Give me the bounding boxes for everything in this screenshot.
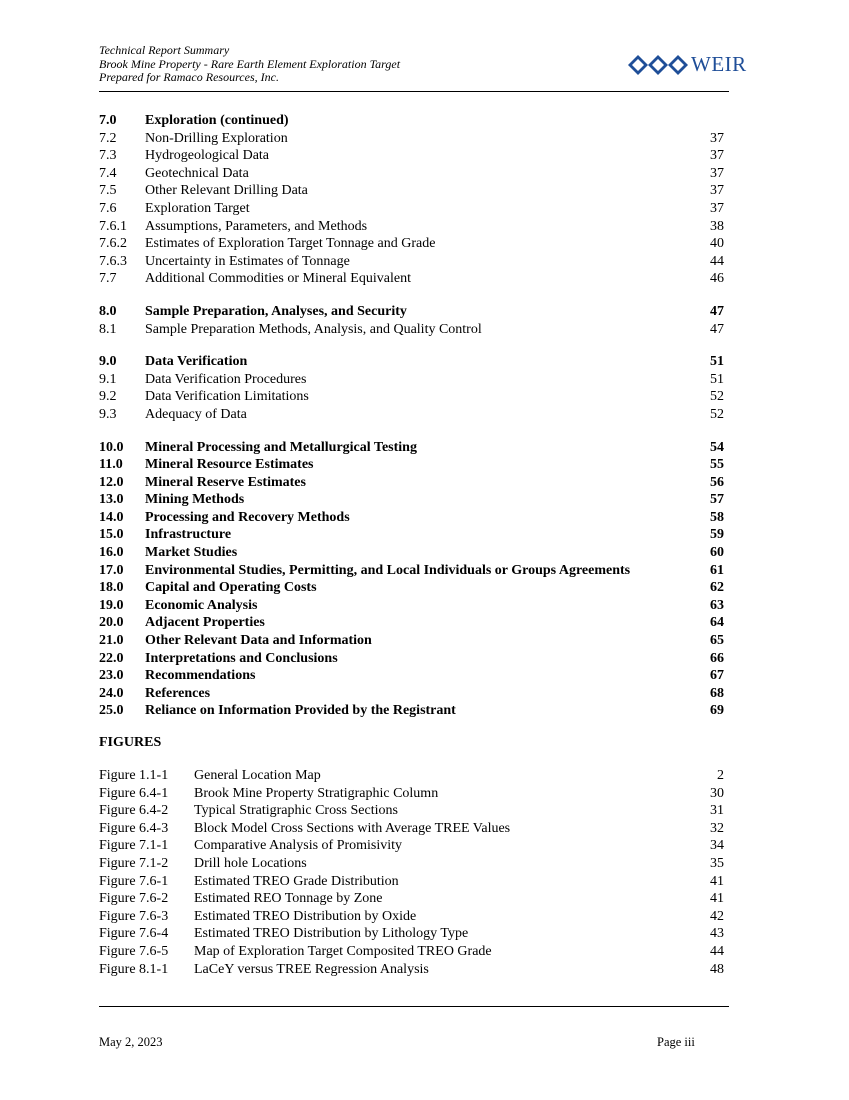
figure-entry-title: General Location Map <box>194 768 321 783</box>
figure-entry-page: 2 <box>717 768 724 783</box>
toc-entry-title: Sample Preparation, Analyses, and Security <box>145 303 407 319</box>
toc-entry-number: 21.0 <box>99 633 124 649</box>
toc-entry-number: 9.3 <box>99 406 117 422</box>
figure-entry-page: 31 <box>710 803 724 819</box>
figure-entry <box>99 873 724 891</box>
toc-entry-number: 12.0 <box>99 474 124 490</box>
figure-entry <box>99 802 724 820</box>
toc-entry-page: 37 <box>710 200 724 216</box>
toc-entry-number: 13.0 <box>99 492 124 508</box>
logo-wordmark: WEIR <box>691 52 747 76</box>
toc-entry-number: 9.2 <box>99 389 117 405</box>
figure-entry <box>99 908 724 926</box>
toc-entry-number: 8.1 <box>99 321 117 337</box>
toc-entry-title: Recommendations <box>145 668 256 684</box>
figure-entry-title: Block Model Cross Sections with Average TREE Values <box>194 820 511 836</box>
figure-entry <box>99 925 724 943</box>
toc-entry-title: References <box>145 685 211 701</box>
footer-page-number: Page iii <box>657 1035 695 1049</box>
figure-entry <box>99 785 724 803</box>
toc-entry <box>99 165 724 183</box>
toc-entry-page: 59 <box>710 527 724 543</box>
toc-entry <box>99 200 724 218</box>
toc-entry <box>99 474 724 492</box>
figure-entry <box>99 820 724 838</box>
toc-entry-number: 20.0 <box>99 615 124 631</box>
toc-entry-title: Data Verification <box>145 354 248 370</box>
toc-entry-title: Assumptions, Parameters, and Methods <box>145 218 368 234</box>
toc-entry-page: 44 <box>710 253 724 269</box>
toc-entry-page: 58 <box>710 509 724 525</box>
toc-entry <box>99 685 724 703</box>
toc-entry-page: 51 <box>710 354 724 370</box>
toc-entry-number: 15.0 <box>99 527 124 543</box>
toc-entry <box>99 439 724 457</box>
header-prepared-for: Prepared for Ramaco Resources, Inc. <box>99 70 279 84</box>
toc-entry-title: Data Verification Procedures <box>145 371 307 387</box>
toc-entry-title: Estimates of Exploration Target Tonnage and Grade <box>145 236 436 252</box>
toc-entry-title: Market Studies <box>145 545 238 561</box>
toc-entry <box>99 650 724 668</box>
toc-entry-page: 61 <box>710 562 724 578</box>
toc-entry <box>99 526 724 544</box>
header-report-type: Technical Report Summary <box>99 43 230 57</box>
figure-entry-number: Figure 7.6-2 <box>99 891 169 907</box>
figure-entry-title: Brook Mine Property Stratigraphic Column <box>194 785 439 801</box>
toc-entry-number: 25.0 <box>99 703 124 719</box>
toc-entry-number: 7.5 <box>99 183 117 199</box>
header-rule <box>99 91 729 92</box>
toc-entry-number: 8.0 <box>99 303 117 319</box>
toc-entry <box>99 321 724 339</box>
toc-entry-page: 60 <box>710 545 724 561</box>
toc-entry <box>99 130 724 148</box>
toc-entry-title: Mineral Processing and Metallurgical Testing <box>145 439 417 455</box>
figure-entry-number: Figure 7.1-2 <box>99 855 169 871</box>
toc-entry-page: 51 <box>710 371 724 387</box>
toc-entry-page: 57 <box>710 492 724 508</box>
toc-entry-number: 9.0 <box>99 354 117 370</box>
toc-entry-title: Processing and Recovery Methods <box>145 509 350 525</box>
figure-entry-title: Map of Exploration Target Composited TREO Grade <box>194 943 492 959</box>
toc-entry-title: Reliance on Information Provided by the Registrant <box>145 703 456 719</box>
toc-entry-page: 67 <box>710 668 724 684</box>
toc-entry-number: 7.4 <box>99 165 117 181</box>
toc-entry-title: Interpretations and Conclusions <box>145 650 338 666</box>
toc-entry-title: Mineral Reserve Estimates <box>145 474 306 490</box>
figure-entry-title: Comparative Analysis of Promisivity <box>194 838 403 854</box>
toc-entry-page: 52 <box>710 389 724 405</box>
toc-entry <box>99 702 724 720</box>
toc-entry-page: 46 <box>710 271 724 287</box>
toc-entry-page: 69 <box>710 703 724 719</box>
spacer <box>99 424 724 439</box>
figure-entry <box>99 837 724 855</box>
toc-entry <box>99 182 724 200</box>
toc-entry-title: Adjacent Properties <box>145 615 265 631</box>
toc-entry <box>99 544 724 562</box>
toc-entry-page: 37 <box>710 165 724 181</box>
toc-entry <box>99 235 724 253</box>
figure-entry-title: LaCeY versus TREE Regression Analysis <box>194 961 429 977</box>
toc-entry-page: 38 <box>710 218 724 234</box>
toc-entry-page: 54 <box>710 439 724 455</box>
figure-entry-page: 30 <box>710 785 724 801</box>
toc-entry-page: 65 <box>710 633 724 649</box>
toc-entry-page: 52 <box>710 406 724 422</box>
figure-entry-number: Figure 7.6-4 <box>99 926 169 942</box>
toc-entry-page: 37 <box>710 183 724 199</box>
figure-entry-page: 41 <box>710 891 724 907</box>
toc-entry-title: Geotechnical Data <box>145 165 249 181</box>
toc-entry <box>99 614 724 632</box>
toc-entry-number: 7.3 <box>99 148 117 164</box>
figure-entry-title: Typical Stratigraphic Cross Sections <box>194 803 398 819</box>
toc-entry-title: Exploration Target <box>145 200 250 216</box>
toc-entry-title: Other Relevant Data and Information <box>145 633 372 649</box>
figure-entry-title: Estimated TREO Distribution by Oxide <box>194 908 417 924</box>
toc-entry-number: 7.6.2 <box>99 236 127 252</box>
toc-entry-number: 18.0 <box>99 580 124 596</box>
toc-entry-number: 23.0 <box>99 668 124 684</box>
figure-entry-number: Figure 8.1-1 <box>99 961 169 977</box>
toc-entry-title: Data Verification Limitations <box>145 389 309 405</box>
toc-entry-title: Uncertainty in Estimates of Tonnage <box>145 253 350 269</box>
toc-entry-page: 64 <box>710 615 724 631</box>
figure-entry-page: 32 <box>710 820 724 836</box>
toc-entry-title: Non-Drilling Exploration <box>145 130 288 146</box>
toc-entry <box>99 667 724 685</box>
toc-entry-page: 37 <box>710 130 724 146</box>
figure-entry-page: 48 <box>710 961 724 977</box>
figure-entry-number: Figure 6.4-2 <box>99 803 169 819</box>
toc-entry-number: 7.7 <box>99 271 117 287</box>
toc-entry-title: Hydrogeological Data <box>145 148 270 164</box>
toc-entry-number: 14.0 <box>99 509 124 525</box>
toc-entry-title: Other Relevant Drilling Data <box>145 183 308 199</box>
toc-entry <box>99 456 724 474</box>
figure-entry-number: Figure 6.4-1 <box>99 785 169 801</box>
table-of-contents <box>99 112 724 978</box>
toc-entry-page: 56 <box>710 474 724 490</box>
toc-entry-title: Mining Methods <box>145 492 245 508</box>
figure-entry <box>99 961 724 979</box>
toc-entry-number: 9.1 <box>99 371 117 387</box>
footer-date: May 2, 2023 <box>99 1035 163 1049</box>
figure-entry-number: Figure 6.4-3 <box>99 820 169 836</box>
toc-entry <box>99 632 724 650</box>
toc-entry-number: 7.6 <box>99 200 117 216</box>
figure-entry-title: Estimated REO Tonnage by Zone <box>194 891 383 907</box>
toc-entry-number: 7.6.3 <box>99 253 127 269</box>
toc-entry-number: 7.2 <box>99 130 117 146</box>
toc-entry-number: 16.0 <box>99 545 124 561</box>
toc-entry <box>99 597 724 615</box>
toc-entry-title: Sample Preparation Methods, Analysis, and Quality Control <box>145 321 482 337</box>
figure-entry-number: Figure 7.6-5 <box>99 943 169 959</box>
toc-entry-page: 55 <box>710 457 724 473</box>
toc-entry-page: 47 <box>710 321 724 337</box>
spacer <box>99 338 724 353</box>
figure-entry-title: Estimated TREO Distribution by Lithology Type <box>194 926 469 942</box>
weir-diamonds-icon <box>628 54 690 76</box>
toc-entry-page: 47 <box>710 303 724 319</box>
figure-entry-number: Figure 7.6-3 <box>99 908 169 924</box>
toc-entry-title: Economic Analysis <box>145 597 258 613</box>
toc-entry-number: 19.0 <box>99 597 124 613</box>
toc-entry-page: 40 <box>710 236 724 252</box>
toc-entry-title: Infrastructure <box>145 527 232 543</box>
figure-entry-number: Figure 7.6-1 <box>99 873 169 889</box>
figure-entry-title: Estimated TREO Grade Distribution <box>194 873 399 889</box>
toc-entry <box>99 509 724 527</box>
toc-entry <box>99 491 724 509</box>
toc-entry-page: 66 <box>710 650 724 666</box>
figure-entry-number: Figure 1.1-1 <box>99 768 169 783</box>
toc-entry <box>99 388 724 406</box>
toc-entry <box>99 406 724 424</box>
toc-entry-number: 10.0 <box>99 439 124 455</box>
toc-entry-title: Exploration (continued) <box>145 113 289 128</box>
toc-entry <box>99 353 724 371</box>
spacer <box>99 752 724 767</box>
toc-entry-page: 68 <box>710 685 724 701</box>
toc-entry-number: 7.0 <box>99 113 117 128</box>
figure-entry <box>99 890 724 908</box>
toc-entry-title: Capital and Operating Costs <box>145 580 317 596</box>
footer-rule <box>99 1006 729 1007</box>
figure-entry <box>99 943 724 961</box>
toc-entry <box>99 270 724 288</box>
toc-entry-number: 7.6.1 <box>99 218 127 234</box>
toc-entry-title: Environmental Studies, Permitting, and Local Individuals or Groups Agreements <box>145 562 631 578</box>
toc-entry-title: Mineral Resource Estimates <box>145 457 314 473</box>
figure-entry-page: 43 <box>710 926 724 942</box>
toc-entry-page: 37 <box>710 148 724 164</box>
toc-entry-number: 11.0 <box>99 457 123 473</box>
weir-logo <box>628 52 747 77</box>
figures-heading: FIGURES <box>99 735 162 750</box>
figure-entry-page: 44 <box>710 943 724 959</box>
toc-entry <box>99 303 724 321</box>
figure-entry-page: 35 <box>710 855 724 871</box>
toc-entry <box>99 562 724 580</box>
toc-entry-number: 24.0 <box>99 685 124 701</box>
toc-entry <box>99 218 724 236</box>
figure-entry <box>99 767 724 785</box>
figure-entry-title: Drill hole Locations <box>194 855 307 871</box>
toc-entry <box>99 147 724 165</box>
spacer <box>99 288 724 303</box>
figure-entry-page: 42 <box>710 908 724 924</box>
header-report-title: Brook Mine Property - Rare Earth Element Exploration Target <box>99 56 401 71</box>
toc-entry-number: 17.0 <box>99 562 124 578</box>
figure-entry-page: 34 <box>710 838 724 854</box>
toc-entry <box>99 371 724 389</box>
toc-entry <box>99 253 724 271</box>
toc-entry-page: 63 <box>710 597 724 613</box>
figure-entry-page: 41 <box>710 873 724 889</box>
toc-entry-title: Additional Commodities or Mineral Equivalent <box>145 271 411 287</box>
toc-entry <box>99 112 724 130</box>
toc-entry-title: Adequacy of Data <box>145 406 247 422</box>
figure-entry-number: Figure 7.1-1 <box>99 838 169 854</box>
toc-entry-page: 62 <box>710 580 724 596</box>
figure-entry <box>99 855 724 873</box>
toc-entry-number: 22.0 <box>99 650 124 666</box>
toc-entry <box>99 579 724 597</box>
